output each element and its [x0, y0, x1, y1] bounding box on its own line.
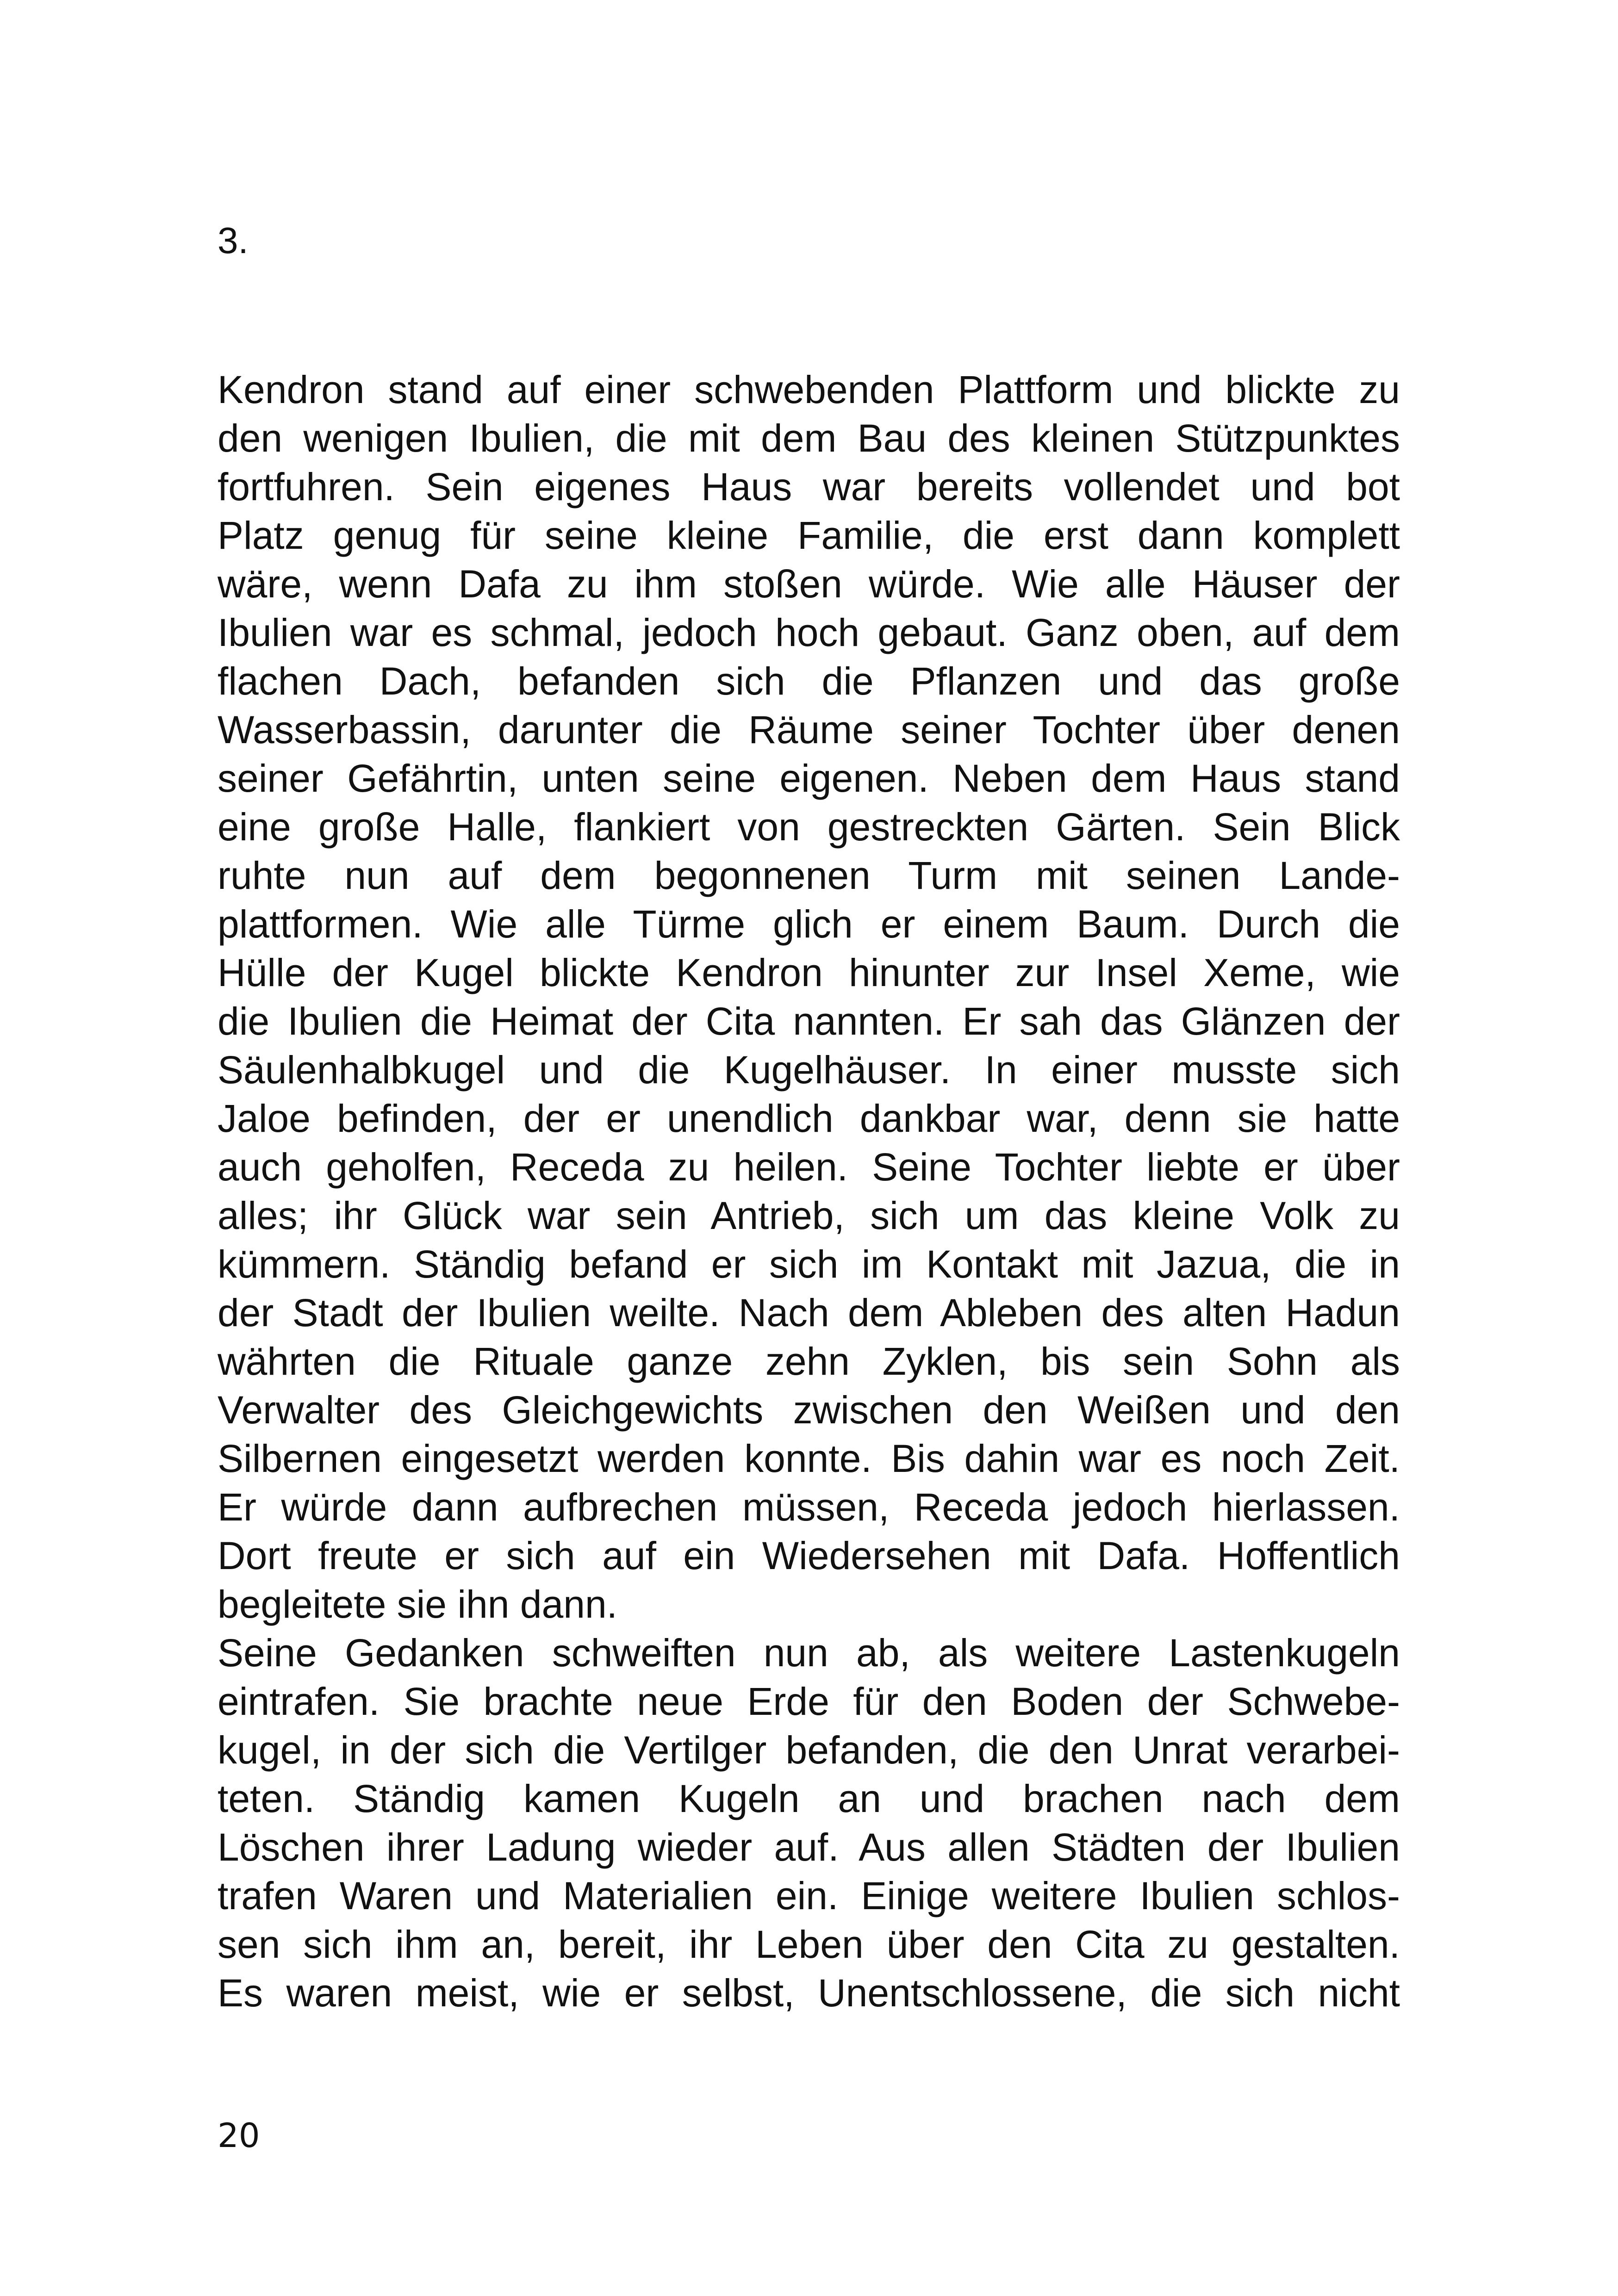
paragraph — [218, 1629, 1400, 2017]
text-line: Hülle der Kugel blickte Kendron hinunter zur Insel Xeme, wie — [218, 951, 1400, 994]
text-line: Es waren meist, wie er selbst, Unentschlossene, die sich nicht — [218, 1971, 1400, 2015]
text-line: kugel, in der sich die Vertilger befanden, die den Unrat verarbei- — [218, 1728, 1400, 1772]
text-line: den wenigen Ibulien, die mit dem Bau des kleinen Stützpunktes — [218, 416, 1400, 460]
text-line: wäre, wenn Dafa zu ihm stoßen würde. Wie alle Häuser der — [218, 562, 1400, 606]
text-line: alles; ihr Glück war sein Antrieb, sich um das kleine Volk zu — [218, 1194, 1400, 1237]
page-number: 20 — [218, 2116, 260, 2155]
text-line: währten die Rituale ganze zehn Zyklen, bis sein Sohn als — [218, 1340, 1400, 1383]
text-line: Verwalter des Gleichgewichts zwischen den Weißen und den — [218, 1388, 1400, 1432]
text-line: begleitete sie ihn dann. — [218, 1582, 617, 1626]
text-line: Platz genug für seine kleine Familie, die erst dann komplett — [218, 514, 1400, 557]
text-line: kümmern. Ständig befand er sich im Kontakt mit Jazua, die in — [218, 1242, 1400, 1286]
text-line: Kendron stand auf einer schwebenden Plattform und blickte zu — [218, 368, 1400, 411]
text-line: Dort freute er sich auf ein Wiedersehen mit Dafa. Hoffentlich — [218, 1534, 1400, 1577]
text-line: Seine Gedanken schweiften nun ab, als weitere Lastenkugeln — [218, 1631, 1400, 1675]
text-line: der Stadt der Ibulien weilte. Nach dem Ableben des alten Hadun — [218, 1291, 1400, 1334]
text-line: eine große Halle, flankiert von gestreckten Gärten. Sein Blick — [218, 805, 1400, 849]
text-line: Ibulien war es schmal, jedoch hoch gebaut. Ganz oben, auf dem — [218, 611, 1400, 654]
text-line: plattformen. Wie alle Türme glich er einem Baum. Durch die — [218, 902, 1400, 946]
paragraph — [218, 366, 1400, 1629]
text-line: Silbernen eingesetzt werden konnte. Bis dahin war es noch Zeit. — [218, 1437, 1400, 1480]
text-line: auch geholfen, Receda zu heilen. Seine Tochter liebte er über — [218, 1145, 1400, 1189]
text-line: ruhte nun auf dem begonnenen Turm mit seinen Lande- — [218, 854, 1400, 897]
text-line: seiner Gefährtin, unten seine eigenen. Neben dem Haus stand — [218, 757, 1400, 800]
text-line: flachen Dach, befanden sich die Pflanzen und das große — [218, 659, 1400, 703]
body-text — [218, 366, 1400, 2017]
text-line: eintrafen. Sie brachte neue Erde für den Boden der Schwebe- — [218, 1680, 1400, 1723]
text-line: fortfuhren. Sein eigenes Haus war bereits vollendet und bot — [218, 465, 1400, 509]
text-line: Er würde dann aufbrechen müssen, Receda jedoch hierlassen. — [218, 1485, 1400, 1529]
text-line: Löschen ihrer Ladung wieder auf. Aus allen Städten der Ibulien — [218, 1825, 1400, 1869]
text-line: die Ibulien die Heimat der Cita nannten. Er sah das Glänzen der — [218, 999, 1400, 1043]
text-line: trafen Waren und Materialien ein. Einige weitere Ibulien schlos- — [218, 1874, 1400, 1917]
text-line: Säulenhalbkugel und die Kugelhäuser. In einer musste sich — [218, 1048, 1400, 1092]
text-line: Wasserbassin, darunter die Räume seiner Tochter über denen — [218, 708, 1400, 751]
text-line: Jaloe befinden, der er unendlich dankbar war, denn sie hatte — [218, 1097, 1400, 1140]
text-line: sen sich ihm an, bereit, ihr Leben über den Cita zu gestalten. — [218, 1923, 1400, 1966]
text-line: teten. Ständig kamen Kugeln an und brachen nach dem — [218, 1777, 1400, 1820]
chapter-number: 3. — [218, 220, 249, 261]
